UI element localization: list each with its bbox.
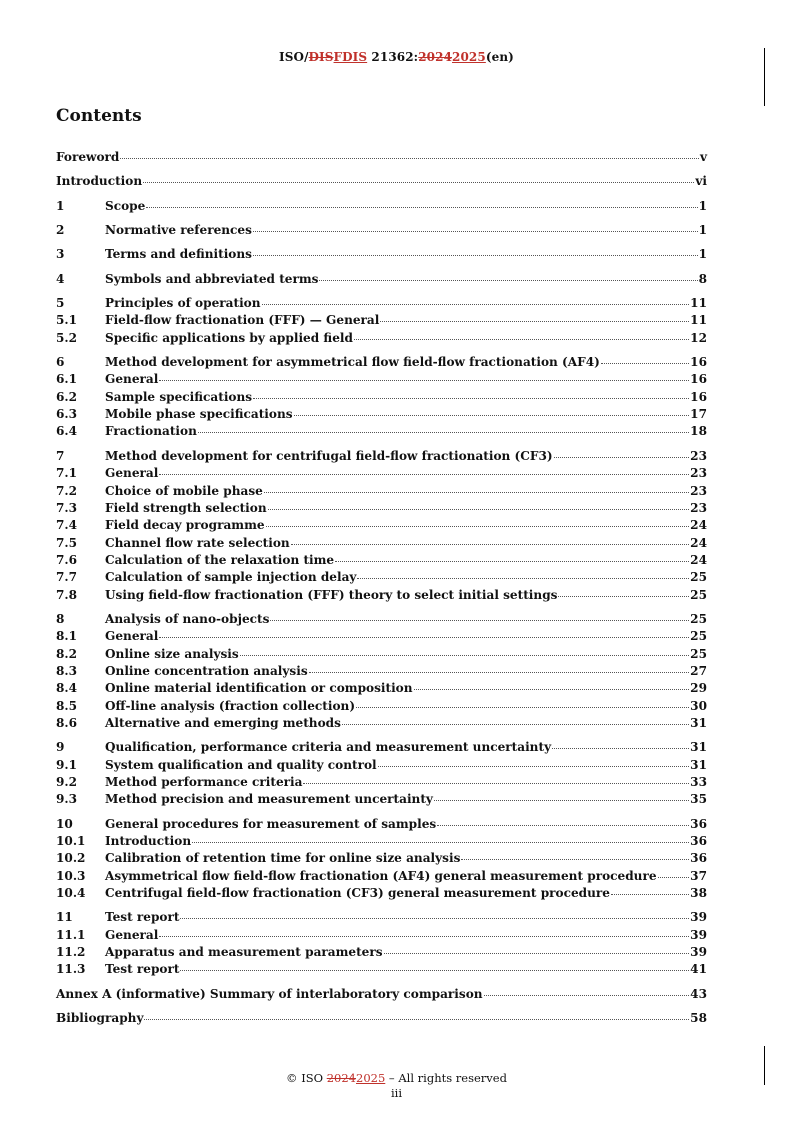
toc-entry-page: 36 — [690, 834, 707, 849]
dot-leader — [378, 754, 690, 767]
toc-entry-number: 5.2 — [56, 330, 78, 345]
toc-entry-number: 8.4 — [56, 681, 78, 696]
dot-leader — [611, 882, 689, 895]
toc-entry-page: 23 — [690, 483, 707, 498]
toc-entry-number: 7.7 — [56, 570, 78, 585]
toc-entry-page: 30 — [690, 698, 707, 713]
toc-entry-page: 16 — [690, 372, 707, 387]
toc-entry-title: Asymmetrical flow field-flow fractionation (AF4) general measurement procedure — [105, 868, 657, 883]
toc-group — [56, 738, 707, 807]
header-deleted-stage: DIS — [308, 50, 334, 64]
toc-entry-number: 7.6 — [56, 552, 78, 567]
toc-entry-title: Channel flow rate selection — [105, 535, 290, 550]
toc-entry-title: Calculation of sample injection delay — [105, 570, 357, 585]
toc-entry-number: 8.2 — [56, 646, 78, 661]
toc-entry-page: 1 — [698, 223, 707, 238]
dot-leader — [266, 514, 690, 527]
toc-entry[interactable] — [56, 1009, 707, 1026]
toc-entry[interactable] — [56, 148, 707, 165]
toc-entry-number: 7.4 — [56, 518, 78, 533]
toc-entry-number: 8.1 — [56, 629, 78, 644]
toc-entry-title: General — [105, 629, 159, 644]
toc-entry-title: Calibration of retention time for online size analysis — [105, 851, 461, 866]
toc-entry-page: vi — [695, 174, 707, 189]
copyright-deleted-year: 2024 — [326, 1071, 356, 1085]
toc-entry-number: 9.3 — [56, 792, 78, 807]
dot-leader — [240, 643, 689, 656]
toc-entry-title: Analysis of nano-objects — [105, 611, 270, 626]
toc-entry-title: Bibliography — [56, 1011, 144, 1026]
toc-entry-page: 37 — [690, 868, 707, 883]
toc-entry-number: 10.2 — [56, 851, 86, 866]
toc-entry-page: 16 — [690, 355, 707, 370]
toc-entry-page: 31 — [690, 757, 707, 772]
toc-entry-number: 6.2 — [56, 389, 78, 404]
dot-leader — [253, 219, 698, 232]
toc-entry-title: Test report — [105, 910, 180, 925]
toc-entry-title: General — [105, 927, 159, 942]
toc-entry-title: General — [105, 466, 159, 481]
toc-entry-title: Fractionation — [105, 424, 197, 439]
toc-entry[interactable] — [56, 586, 707, 603]
toc-entry-page: 23 — [690, 466, 707, 481]
toc-entry-title: Field strength selection — [105, 500, 267, 515]
toc-group — [56, 610, 707, 731]
copyright-prefix: © ISO — [286, 1071, 327, 1085]
toc-group — [56, 447, 707, 603]
dot-leader — [335, 549, 689, 562]
toc-entry-title: Online concentration analysis — [105, 663, 308, 678]
dot-leader — [384, 941, 690, 954]
dot-leader — [437, 813, 689, 826]
dot-leader — [558, 584, 689, 597]
toc-entry-page: 31 — [690, 715, 707, 730]
toc-entry-title: Mobile phase specifications — [105, 407, 293, 422]
toc-entry-title: Field-flow fractionation (FFF) — General — [105, 313, 380, 328]
toc-entry-title: Method development for centrifugal field-flow fractionation (CF3) — [105, 448, 553, 463]
toc-entry-title: Introduction — [105, 834, 192, 849]
toc-entry-page: 11 — [690, 313, 707, 328]
toc-entry-page: 11 — [690, 296, 707, 311]
toc-group — [56, 815, 707, 902]
toc-entry[interactable] — [56, 221, 707, 238]
toc-group — [56, 221, 707, 238]
toc-group — [56, 1009, 707, 1026]
copyright-line — [0, 1071, 793, 1086]
toc-entry-title: Calculation of the relaxation time — [105, 552, 335, 567]
table-of-contents — [56, 148, 707, 1033]
toc-entry-page: 33 — [690, 775, 707, 789]
dot-leader — [180, 958, 689, 971]
dot-leader — [262, 292, 690, 305]
toc-entry-number: 11.2 — [56, 945, 86, 960]
toc-entry-page: 24 — [690, 552, 707, 567]
toc-entry-page: 8 — [698, 271, 707, 286]
toc-entry-number: 2 — [56, 223, 65, 238]
toc-entry-page: 36 — [690, 851, 707, 866]
toc-group — [56, 908, 707, 977]
header-deleted-year: 2024 — [418, 50, 453, 64]
toc-entry-page: 24 — [690, 518, 707, 533]
dot-leader — [198, 420, 689, 433]
dot-leader — [268, 497, 690, 510]
toc-entry-title: Principles of operation — [105, 296, 261, 311]
toc-group — [56, 353, 707, 440]
copyright-suffix: – All rights reserved — [385, 1071, 507, 1085]
toc-entry-number: 3 — [56, 247, 65, 262]
toc-entry-title: Centrifugal field-flow fractionation (CF3) general measurement procedure — [105, 886, 610, 901]
dot-leader — [291, 532, 689, 545]
toc-entry-number: 7.8 — [56, 587, 78, 602]
dot-leader — [356, 695, 689, 708]
dot-leader — [484, 983, 690, 996]
dot-leader — [601, 351, 689, 364]
toc-entry-title: Symbols and abbreviated terms — [105, 271, 319, 286]
toc-entry-number: 5.1 — [56, 313, 78, 328]
header-number: 21362: — [367, 50, 419, 64]
toc-entry-page: 12 — [690, 330, 707, 345]
dot-leader — [303, 771, 689, 784]
toc-entry[interactable] — [56, 960, 707, 977]
toc-group — [56, 197, 707, 214]
toc-entry-page: 41 — [690, 962, 707, 977]
copyright-inserted-year: 2025 — [356, 1071, 386, 1085]
page-number: iii — [390, 1086, 403, 1100]
toc-entry[interactable] — [56, 714, 707, 731]
toc-entry-page: 16 — [690, 389, 707, 404]
toc-entry-title: Using field-flow fractionation (FFF) theory to select initial settings — [105, 587, 558, 602]
dot-leader — [461, 847, 689, 860]
dot-leader — [380, 309, 689, 322]
dot-leader — [253, 243, 698, 256]
document-header — [0, 50, 793, 64]
toc-entry-page: 23 — [690, 500, 707, 515]
toc-entry-page: 58 — [690, 1011, 707, 1026]
dot-leader — [253, 386, 689, 399]
toc-group — [56, 270, 707, 287]
toc-entry-number: 8 — [56, 611, 65, 626]
toc-entry-page: 36 — [690, 816, 707, 831]
toc-entry[interactable] — [56, 985, 707, 1002]
toc-entry-title: Method performance criteria — [105, 775, 303, 789]
toc-group — [56, 148, 707, 165]
toc-entry-page: 39 — [690, 945, 707, 960]
toc-group — [56, 294, 707, 346]
toc-entry-title: Online material identification or composition — [105, 681, 413, 696]
dot-leader — [554, 445, 690, 458]
toc-entry-number: 9 — [56, 740, 65, 755]
toc-entry-number: 6.1 — [56, 372, 78, 387]
toc-entry-page: 25 — [690, 587, 707, 602]
dot-leader — [294, 403, 690, 416]
toc-entry-title: Specific applications by applied field — [105, 330, 353, 345]
toc-entry-number: 11 — [56, 910, 73, 925]
toc-entry-number: 7 — [56, 448, 65, 463]
dot-leader — [144, 1007, 689, 1020]
dot-leader — [143, 170, 694, 183]
dot-leader — [159, 625, 689, 638]
header-suffix: (en) — [485, 50, 514, 64]
toc-entry-page: 23 — [690, 448, 707, 463]
toc-entry-page: 18 — [690, 424, 707, 439]
toc-entry-title: Test report — [105, 962, 180, 977]
toc-entry-number: 7.5 — [56, 535, 78, 550]
contents-title: Contents — [56, 106, 142, 126]
dot-leader — [159, 368, 689, 381]
toc-entry-page: v — [699, 150, 707, 164]
toc-entry-number: 11.1 — [56, 927, 86, 942]
toc-entry[interactable] — [56, 867, 707, 884]
toc-entry[interactable] — [56, 422, 707, 439]
toc-entry-number: 6.3 — [56, 407, 78, 422]
toc-entry-title: System qualification and quality control — [105, 757, 377, 772]
dot-leader — [414, 677, 690, 690]
toc-entry-number: 10.1 — [56, 834, 86, 849]
toc-entry-title: Terms and definitions — [105, 247, 252, 262]
toc-entry-number: 1 — [56, 198, 65, 213]
toc-entry-page: 43 — [690, 986, 707, 1001]
dot-leader — [180, 906, 689, 919]
toc-entry-title: Off-line analysis (fraction collection) — [105, 698, 356, 713]
dot-leader — [354, 327, 689, 340]
header-inserted-year: 2025 — [452, 50, 486, 64]
toc-entry-number: 6 — [56, 355, 65, 370]
header-inserted-stage: FDIS — [333, 50, 368, 64]
toc-entry-number: 9.2 — [56, 775, 78, 789]
dot-leader — [270, 608, 689, 621]
toc-entry-page: 25 — [690, 646, 707, 661]
dot-leader — [319, 268, 697, 281]
dot-leader — [434, 788, 689, 801]
toc-entry-title: Alternative and emerging methods — [105, 715, 341, 730]
toc-entry-title: Method development for asymmetrical flow field-flow fractionation (AF4) — [105, 355, 600, 370]
toc-entry-title: General procedures for measurement of samples — [105, 816, 437, 831]
toc-entry[interactable] — [56, 329, 707, 346]
toc-entry-number: 7.3 — [56, 500, 78, 515]
toc-entry-title: General — [105, 372, 159, 387]
toc-entry[interactable] — [56, 245, 707, 262]
toc-entry-title: Qualification, performance criteria and measurement uncertainty — [105, 740, 552, 755]
toc-group — [56, 985, 707, 1002]
toc-entry[interactable] — [56, 172, 707, 189]
toc-entry-page: 25 — [690, 570, 707, 585]
toc-entry-page: 24 — [690, 535, 707, 550]
dot-leader — [159, 924, 689, 937]
toc-entry-page: 31 — [690, 740, 707, 755]
dot-leader — [342, 712, 689, 725]
toc-entry-number: 7.1 — [56, 466, 78, 481]
toc-entry-number: 6.4 — [56, 424, 78, 439]
toc-entry-page: 38 — [690, 886, 707, 901]
toc-entry-number: 9.1 — [56, 757, 78, 772]
dot-leader — [192, 830, 689, 843]
toc-entry[interactable] — [56, 197, 707, 214]
toc-entry-title: Introduction — [56, 174, 143, 189]
toc-entry-page: 39 — [690, 910, 707, 925]
toc-entry[interactable] — [56, 849, 707, 866]
toc-entry-number: 11.3 — [56, 962, 86, 977]
header-prefix: ISO/ — [279, 50, 309, 64]
toc-group — [56, 245, 707, 262]
toc-entry[interactable] — [56, 270, 707, 287]
dot-leader — [309, 660, 690, 673]
toc-entry-title: Apparatus and measurement parameters — [105, 945, 383, 960]
toc-entry-title: Scope — [105, 198, 146, 213]
dot-leader — [264, 480, 689, 493]
toc-entry-number: 4 — [56, 271, 65, 286]
toc-entry-number: 8.6 — [56, 715, 78, 730]
toc-entry-number: 10 — [56, 816, 73, 831]
toc-entry[interactable] — [56, 790, 707, 807]
dot-leader — [357, 566, 689, 579]
toc-entry-number: 8.5 — [56, 698, 78, 713]
dot-leader — [159, 462, 689, 475]
toc-entry-number: 5 — [56, 296, 65, 311]
toc-entry-title: Method precision and measurement uncertainty — [105, 792, 433, 807]
toc-entry-title: Sample specifications — [105, 389, 253, 404]
toc-entry-number: 10.3 — [56, 868, 86, 883]
dot-leader — [552, 736, 689, 749]
toc-entry-page: 29 — [690, 681, 707, 696]
dot-leader — [146, 195, 697, 208]
toc-entry-page: 25 — [690, 629, 707, 644]
toc-entry-page: 27 — [690, 663, 707, 678]
toc-entry-page: 25 — [690, 611, 707, 626]
toc-entry-number: 7.2 — [56, 483, 78, 498]
toc-entry-title: Choice of mobile phase — [105, 483, 263, 498]
toc-entry-page: 17 — [690, 407, 707, 422]
toc-entry-title: Online size analysis — [105, 646, 239, 661]
toc-entry-page: 1 — [698, 198, 707, 213]
toc-entry-page: 39 — [690, 927, 707, 942]
toc-entry-page: 1 — [698, 247, 707, 262]
toc-group — [56, 172, 707, 189]
toc-entry-page: 35 — [690, 792, 707, 807]
dot-leader — [120, 146, 699, 159]
dot-leader — [658, 865, 690, 878]
toc-entry[interactable] — [56, 884, 707, 901]
toc-entry-number: 10.4 — [56, 886, 86, 901]
toc-entry-title: Annex A (informative) Summary of interlaboratory comparison — [56, 986, 483, 1001]
toc-entry-title: Foreword — [56, 150, 120, 164]
page-footer — [0, 1071, 793, 1101]
toc-entry-title: Normative references — [105, 223, 252, 238]
toc-entry-title: Field decay programme — [105, 518, 265, 533]
toc-entry-number: 8.3 — [56, 663, 78, 678]
